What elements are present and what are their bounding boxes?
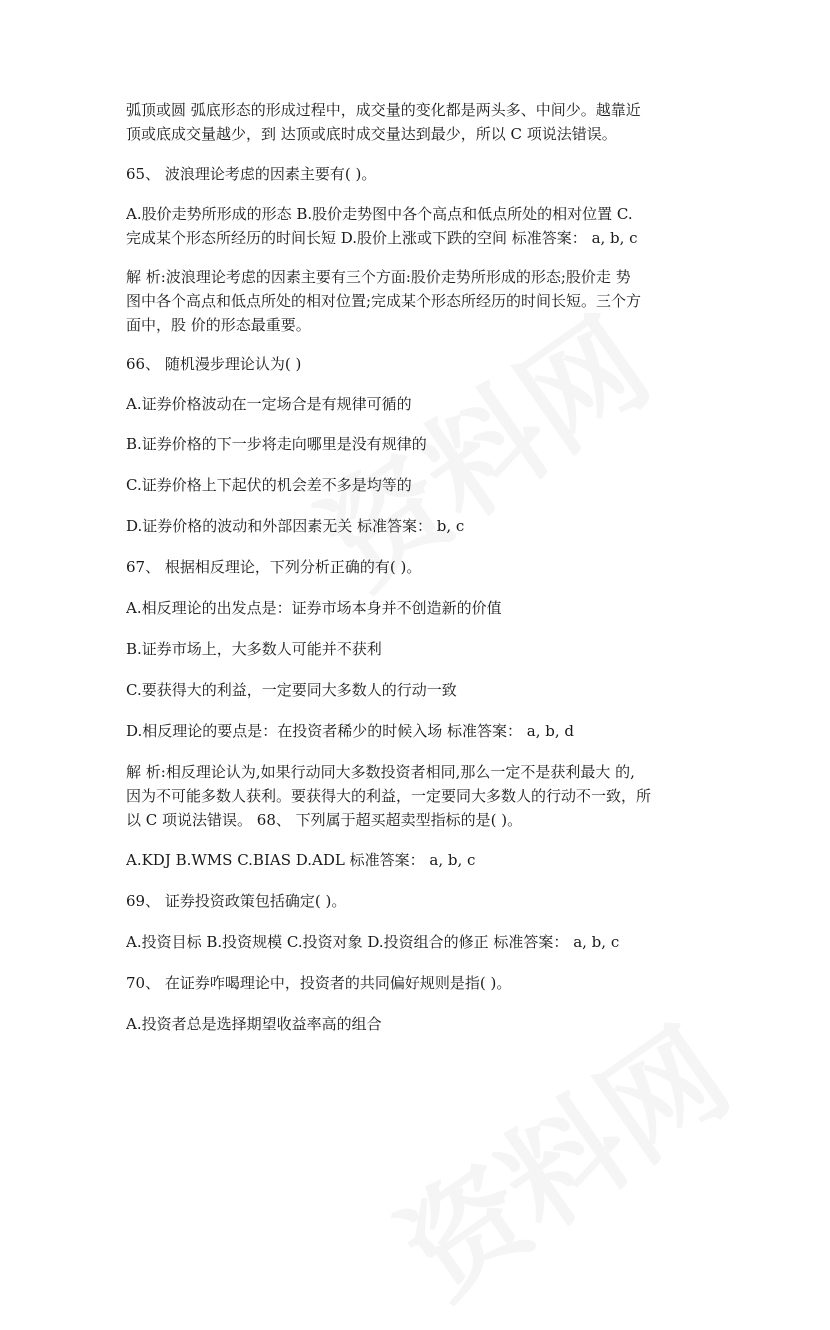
option-67-d-answer: D.相反理论的要点是：在投资者稀少的时候入场 标准答案： a, b, d	[126, 722, 575, 740]
analysis-65: 解 析:波浪理论考虑的因素主要有三个方面:股价走势所形成的形态;股价走 势	[126, 268, 631, 286]
question-65: 65、 波浪理论考虑的因素主要有( )。	[126, 165, 377, 183]
options-68-answer: A.KDJ B.WMS C.BIAS D.ADL 标准答案： a, b, c	[126, 851, 476, 869]
question-67: 67、 根据相反理论，下列分析正确的有( )。	[126, 558, 422, 576]
options-65: A.股价走势所形成的形态 B.股价走势图中各个高点和低点所处的相对位置 C.	[126, 205, 633, 223]
question-69: 69、 证券投资政策包括确定( )。	[126, 892, 347, 910]
text-line: 顶或底成交量越少，到 达顶或底时成交量达到最少，所以 C 项说法错误。	[126, 125, 617, 143]
analysis-67-question-68: 以 C 项说法错误。 68、 下列属于超买超卖型指标的是( )。	[126, 811, 523, 829]
option-66-c: C.证券价格上下起伏的机会差不多是均等的	[126, 476, 412, 494]
options-65-answer: 完成某个形态所经历的时间长短 D.股价上涨或下跌的空间 标准答案： a, b, c	[126, 229, 638, 247]
option-67-a: A.相反理论的出发点是：证券市场本身并不创造新的价值	[126, 599, 502, 617]
analysis-65: 面中，股 价的形态最重要。	[126, 316, 311, 334]
question-66: 66、 随机漫步理论认为( )	[126, 355, 302, 373]
analysis-67: 因为不可能多数人获利。要获得大的利益，一定要同大多数人的行动不一致，所	[126, 787, 652, 805]
analysis-65: 图中各个高点和低点所处的相对位置;完成某个形态所经历的时间长短。三个方	[126, 292, 642, 310]
question-70: 70、 在证券咋喝理论中，投资者的共同偏好规则是指( )。	[126, 974, 512, 992]
option-70-a: A.投资者总是选择期望收益率高的组合	[126, 1015, 382, 1033]
option-67-c: C.要获得大的利益，一定要同大多数人的行动一致	[126, 681, 457, 699]
option-66-a: A.证券价格波动在一定场合是有规律可循的	[126, 395, 412, 413]
analysis-67: 解 析:相反理论认为,如果行动同大多数投资者相同,那么一定不是获利最大 的,	[126, 763, 635, 781]
option-66-b: B.证券价格的下一步将走向哪里是没有规律的	[126, 435, 427, 453]
option-66-d-answer: D.证券价格的波动和外部因素无关 标准答案： b, c	[126, 517, 465, 535]
option-67-b: B.证券市场上，大多数人可能并不获利	[126, 640, 382, 658]
text-line: 弧顶或圆 弧底形态的形成过程中，成交量的变化都是两头多、中间少。越靠近	[126, 101, 641, 119]
options-69-answer: A.投资目标 B.投资规模 C.投资对象 D.投资组合的修正 标准答案： a, b, c	[126, 933, 620, 951]
